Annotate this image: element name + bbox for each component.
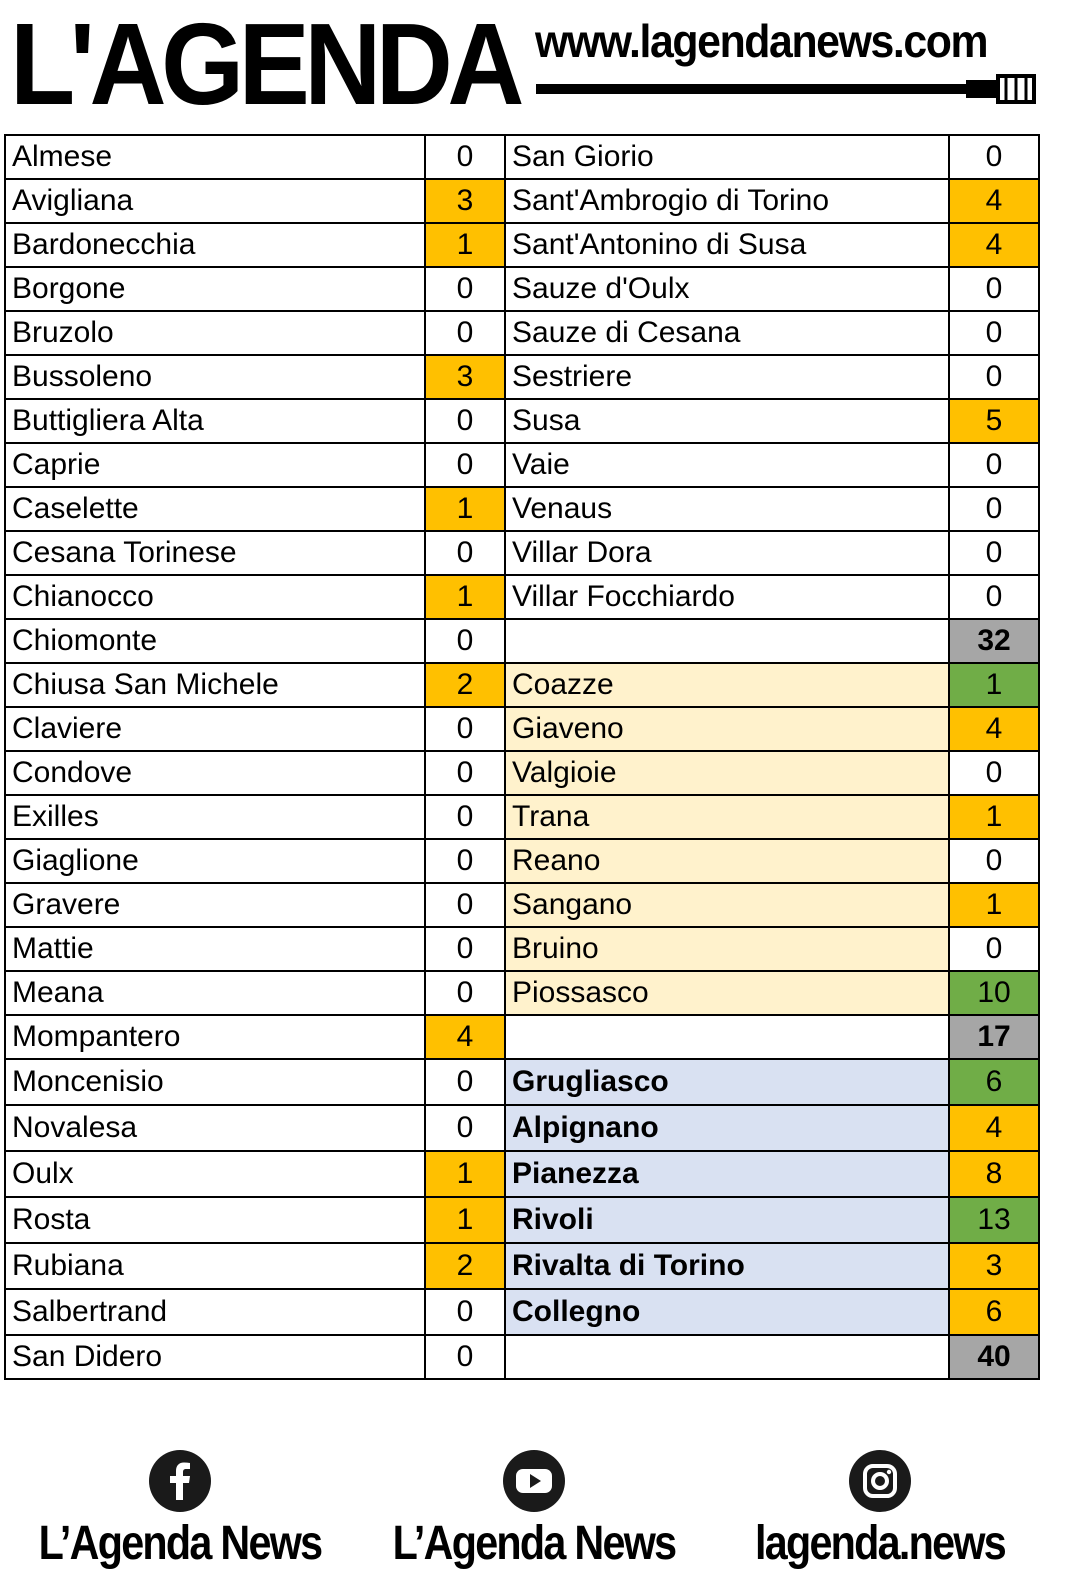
- municipality-name: Trana: [505, 795, 949, 839]
- header: [0, 0, 1068, 130]
- case-count: 0: [949, 311, 1039, 355]
- subtotal-value: 17: [949, 1015, 1039, 1059]
- case-count: 0: [425, 1335, 505, 1379]
- logo: L'AGENDA: [10, 0, 519, 129]
- case-count: 1: [425, 1197, 505, 1243]
- instagram-label: lagenda.news: [754, 1517, 1006, 1570]
- municipality-name: Caprie: [5, 443, 425, 487]
- case-count: 0: [949, 751, 1039, 795]
- municipality-name: Valgioie: [505, 751, 949, 795]
- table-row: [5, 927, 1039, 971]
- case-count: 1: [949, 883, 1039, 927]
- municipality-name: Villar Focchiardo: [505, 575, 949, 619]
- case-count: 0: [425, 399, 505, 443]
- case-count: 0: [949, 839, 1039, 883]
- municipality-name: Sangano: [505, 883, 949, 927]
- municipality-name: Condove: [5, 751, 425, 795]
- table-row: [5, 839, 1039, 883]
- municipality-name: Claviere: [5, 707, 425, 751]
- case-count: 0: [949, 531, 1039, 575]
- municipality-name: Villar Dora: [505, 531, 949, 575]
- table-row: [5, 707, 1039, 751]
- municipality-name: Bruino: [505, 927, 949, 971]
- case-count: 0: [949, 927, 1039, 971]
- case-count: 0: [425, 531, 505, 575]
- municipality-name: Salbertrand: [5, 1289, 425, 1335]
- site-url[interactable]: www.lagendanews.com: [535, 15, 988, 67]
- table-row: [5, 487, 1039, 531]
- case-count: 3: [949, 1243, 1039, 1289]
- table-row: [5, 575, 1039, 619]
- case-count: 4: [949, 707, 1039, 751]
- case-count: 0: [425, 927, 505, 971]
- case-count: 0: [425, 883, 505, 927]
- table-row: [5, 1335, 1039, 1379]
- municipality-name: Novalesa: [5, 1105, 425, 1151]
- case-count: 0: [425, 971, 505, 1015]
- case-count: 0: [425, 1105, 505, 1151]
- case-count: 0: [425, 707, 505, 751]
- cases-table: [4, 134, 1040, 1380]
- case-count: 1: [949, 795, 1039, 839]
- table-row: [5, 135, 1039, 179]
- table-row: [5, 1105, 1039, 1151]
- case-count: 3: [425, 179, 505, 223]
- municipality-name: Meana: [5, 971, 425, 1015]
- municipality-name: Oulx: [5, 1151, 425, 1197]
- municipality-name: Chianocco: [5, 575, 425, 619]
- subtotal-label: [505, 1335, 949, 1379]
- case-count: 0: [425, 619, 505, 663]
- municipality-name: Pianezza: [505, 1151, 949, 1197]
- case-count: 13: [949, 1197, 1039, 1243]
- municipality-name: Buttigliera Alta: [5, 399, 425, 443]
- table-row: [5, 971, 1039, 1015]
- case-count: 0: [425, 795, 505, 839]
- case-count: 0: [949, 135, 1039, 179]
- case-count: 2: [425, 1243, 505, 1289]
- case-count: 0: [425, 135, 505, 179]
- municipality-name: Almese: [5, 135, 425, 179]
- case-count: 0: [425, 839, 505, 883]
- table-row: [5, 443, 1039, 487]
- instagram-link[interactable]: [700, 1450, 1060, 1571]
- case-count: 0: [949, 575, 1039, 619]
- municipality-name: Sant'Antonino di Susa: [505, 223, 949, 267]
- table-row: [5, 531, 1039, 575]
- table-row: [5, 399, 1039, 443]
- case-count: 0: [425, 311, 505, 355]
- table-row: [5, 1197, 1039, 1243]
- facebook-icon: [149, 1450, 211, 1512]
- table-row: [5, 751, 1039, 795]
- case-count: 1: [425, 487, 505, 531]
- municipality-name: Bussoleno: [5, 355, 425, 399]
- youtube-link[interactable]: [354, 1450, 714, 1571]
- municipality-name: Rivoli: [505, 1197, 949, 1243]
- case-count: 0: [425, 1289, 505, 1335]
- table-row: [5, 1151, 1039, 1197]
- case-count: 2: [425, 663, 505, 707]
- table-row: [5, 883, 1039, 927]
- case-count: 0: [425, 1059, 505, 1105]
- case-count: 3: [425, 355, 505, 399]
- case-count: 0: [425, 751, 505, 795]
- table-row: [5, 795, 1039, 839]
- table-row: [5, 311, 1039, 355]
- case-count: 10: [949, 971, 1039, 1015]
- municipality-name: Giaglione: [5, 839, 425, 883]
- municipality-name: Coazze: [505, 663, 949, 707]
- case-count: 6: [949, 1289, 1039, 1335]
- case-count: 1: [425, 575, 505, 619]
- youtube-icon: [503, 1450, 565, 1512]
- case-count: 0: [949, 267, 1039, 311]
- case-count: 5: [949, 399, 1039, 443]
- case-count: 8: [949, 1151, 1039, 1197]
- case-count: 0: [949, 487, 1039, 531]
- case-count: 6: [949, 1059, 1039, 1105]
- case-count: 1: [425, 1151, 505, 1197]
- municipality-name: Chiomonte: [5, 619, 425, 663]
- municipality-name: San Giorio: [505, 135, 949, 179]
- municipality-name: Mompantero: [5, 1015, 425, 1059]
- case-count: 0: [425, 443, 505, 487]
- subtotal-label: [505, 1015, 949, 1059]
- case-count: 1: [949, 663, 1039, 707]
- municipality-name: Chiusa San Michele: [5, 663, 425, 707]
- case-count: 4: [425, 1015, 505, 1059]
- case-count: 0: [949, 355, 1039, 399]
- municipality-name: Rosta: [5, 1197, 425, 1243]
- case-count: 4: [949, 179, 1039, 223]
- municipality-name: Susa: [505, 399, 949, 443]
- table-row: [5, 223, 1039, 267]
- municipality-name: Alpignano: [505, 1105, 949, 1151]
- municipality-name: Piossasco: [505, 971, 949, 1015]
- municipality-name: Venaus: [505, 487, 949, 531]
- table-row: [5, 1015, 1039, 1059]
- municipality-name: Mattie: [5, 927, 425, 971]
- youtube-label: L’Agenda News: [392, 1517, 676, 1570]
- municipality-name: Grugliasco: [505, 1059, 949, 1105]
- case-count: 4: [949, 223, 1039, 267]
- table-row: [5, 179, 1039, 223]
- municipality-name: San Didero: [5, 1335, 425, 1379]
- cable-plug-icon: [536, 74, 1056, 106]
- municipality-name: Borgone: [5, 267, 425, 311]
- table-row: [5, 355, 1039, 399]
- municipality-name: Sant'Ambrogio di Torino: [505, 179, 949, 223]
- facebook-link[interactable]: [0, 1450, 360, 1571]
- case-count: 0: [949, 443, 1039, 487]
- table-row: [5, 1243, 1039, 1289]
- case-count: 1: [425, 223, 505, 267]
- municipality-name: Moncenisio: [5, 1059, 425, 1105]
- table-row: [5, 267, 1039, 311]
- municipality-name: Avigliana: [5, 179, 425, 223]
- case-count: 4: [949, 1105, 1039, 1151]
- municipality-name: Cesana Torinese: [5, 531, 425, 575]
- municipality-name: Vaie: [505, 443, 949, 487]
- instagram-icon: [849, 1450, 911, 1512]
- table-row: [5, 663, 1039, 707]
- subtotal-value: 40: [949, 1335, 1039, 1379]
- municipality-name: Sauze di Cesana: [505, 311, 949, 355]
- municipality-name: Gravere: [5, 883, 425, 927]
- municipality-name: Rivalta di Torino: [505, 1243, 949, 1289]
- facebook-label: L’Agenda News: [38, 1517, 322, 1570]
- municipality-name: Caselette: [5, 487, 425, 531]
- table-row: [5, 1059, 1039, 1105]
- municipality-name: Collegno: [505, 1289, 949, 1335]
- municipality-name: Giaveno: [505, 707, 949, 751]
- municipality-name: Exilles: [5, 795, 425, 839]
- municipality-name: Sestriere: [505, 355, 949, 399]
- municipality-name: Sauze d'Oulx: [505, 267, 949, 311]
- municipality-name: Reano: [505, 839, 949, 883]
- footer: [0, 1450, 1068, 1595]
- subtotal-value: 32: [949, 619, 1039, 663]
- subtotal-label: [505, 619, 949, 663]
- case-count: 0: [425, 267, 505, 311]
- table-row: [5, 1289, 1039, 1335]
- table-row: [5, 619, 1039, 663]
- municipality-name: Bruzolo: [5, 311, 425, 355]
- municipality-name: Rubiana: [5, 1243, 425, 1289]
- municipality-name: Bardonecchia: [5, 223, 425, 267]
